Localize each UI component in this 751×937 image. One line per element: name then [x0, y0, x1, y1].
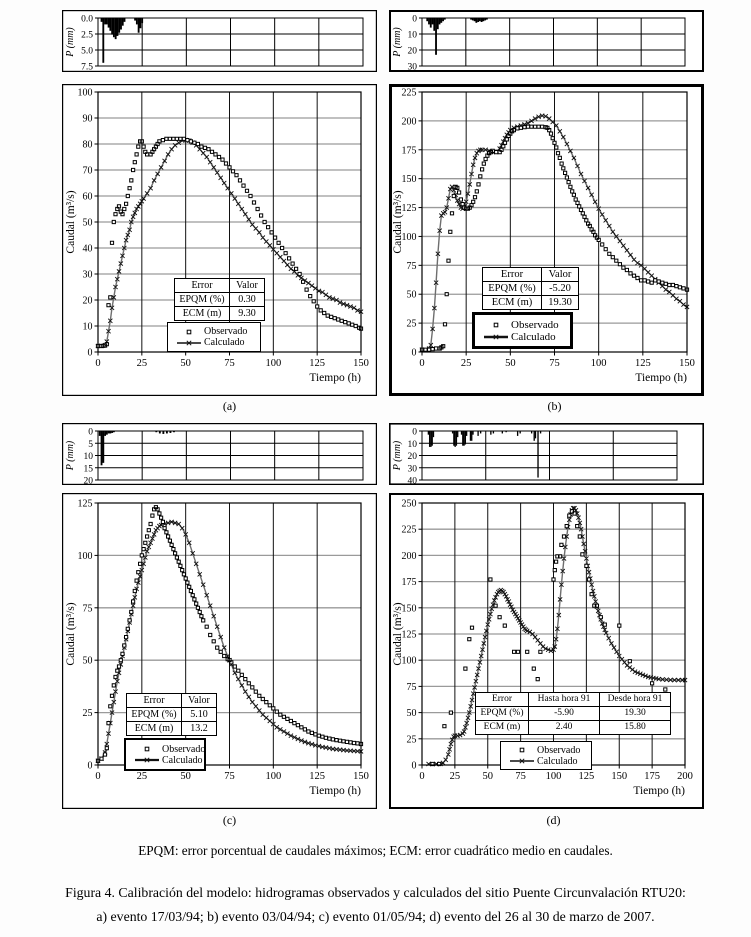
error-table-cell: 15.80	[600, 721, 671, 735]
svg-text:5: 5	[88, 439, 93, 450]
svg-text:0: 0	[419, 358, 425, 369]
legend-item-observado	[481, 319, 559, 331]
legend-label: Observado	[204, 326, 248, 337]
svg-text:25: 25	[82, 708, 93, 720]
svg-text:0: 0	[88, 427, 93, 438]
svg-text:150: 150	[401, 603, 417, 615]
svg-text:125: 125	[634, 358, 651, 369]
x-axis-title: Tiempo (h)	[309, 372, 361, 384]
square-marker-icon	[481, 320, 511, 330]
svg-text:175: 175	[401, 145, 417, 157]
svg-text:20: 20	[83, 476, 93, 485]
error-table-c	[126, 693, 217, 736]
error-table-header-cell: Error	[127, 694, 182, 708]
svg-text:75: 75	[224, 358, 235, 369]
svg-text:25: 25	[406, 318, 417, 330]
precip-y-axis-title: P (mm)	[392, 27, 403, 57]
legend-label: Observado	[511, 318, 559, 331]
error-table-header-cell: Valor	[230, 279, 265, 293]
error-table-cell: -5.20	[542, 282, 579, 296]
svg-text:75: 75	[549, 358, 560, 369]
x-axis-title: Tiempo (h)	[633, 785, 685, 797]
error-table-cell: 19.30	[600, 707, 671, 721]
svg-text:25: 25	[136, 358, 148, 369]
svg-text:100: 100	[590, 358, 607, 369]
svg-text:90: 90	[82, 113, 93, 125]
error-table-header-cell: Valor	[182, 694, 217, 708]
hydrograph-chart-c	[62, 493, 377, 809]
error-table-cell: EPQM (%)	[483, 282, 542, 296]
svg-text:10: 10	[407, 439, 417, 450]
svg-text:0.0: 0.0	[81, 14, 93, 25]
svg-text:20: 20	[407, 46, 417, 57]
precip-chart-c	[62, 423, 377, 485]
svg-text:100: 100	[401, 231, 417, 243]
svg-text:150: 150	[353, 771, 369, 782]
svg-text:150: 150	[353, 358, 369, 369]
legend-d	[500, 741, 592, 770]
svg-text:60: 60	[82, 191, 93, 203]
svg-text:100: 100	[545, 771, 562, 782]
error-table-cell: 9.30	[230, 307, 265, 321]
error-table-header-cell: Valor	[542, 268, 579, 282]
svg-text:10: 10	[82, 321, 93, 333]
svg-text:40: 40	[407, 476, 417, 485]
y-axis-title: Caudal (m³/s)	[65, 602, 77, 666]
square-marker-icon	[174, 327, 204, 337]
error-table-cell: ECM (m)	[476, 721, 529, 735]
footnote: EPQM: error porcentual de caudales máximos; ECM: error cuadrático medio en caudales.	[138, 843, 613, 858]
svg-text:100: 100	[77, 550, 93, 562]
x-line-marker-icon	[481, 332, 511, 342]
svg-text:225: 225	[401, 87, 417, 99]
svg-text:5.0: 5.0	[81, 46, 93, 57]
svg-text:100: 100	[77, 87, 93, 99]
precip-y-axis-title: P (mm)	[65, 440, 76, 471]
svg-text:200: 200	[677, 771, 693, 782]
error-table-cell: ECM (m)	[127, 722, 182, 736]
hydrograph-chart-b	[389, 84, 704, 396]
y-axis-title: Caudal (m³/s)	[392, 190, 404, 254]
svg-text:50: 50	[180, 771, 191, 782]
error-table-cell: ECM (m)	[483, 296, 542, 310]
svg-text:75: 75	[224, 771, 235, 782]
svg-text:50: 50	[406, 708, 417, 720]
svg-text:50: 50	[505, 358, 516, 369]
svg-text:30: 30	[407, 62, 417, 72]
figure-caption-line1: Figura 4. Calibración del modelo: hidrogramas observados y calculados del sitio Puente Circunvalación RTU20:	[65, 885, 686, 900]
square-marker-icon	[132, 744, 162, 754]
precip-y-axis-title: P (mm)	[65, 27, 76, 57]
svg-text:200: 200	[401, 550, 417, 562]
svg-text:0: 0	[95, 771, 101, 782]
error-table-header-cell: Desde hora 91	[600, 693, 671, 707]
svg-text:125: 125	[309, 771, 326, 782]
svg-text:200: 200	[401, 116, 417, 128]
error-table-cell: 13.2	[182, 722, 217, 736]
legend-item-calculado	[174, 337, 245, 348]
svg-text:25: 25	[460, 358, 472, 369]
svg-text:50: 50	[82, 217, 93, 229]
svg-text:0: 0	[87, 347, 93, 359]
legend-item-calculado	[132, 755, 203, 766]
error-table-header-cell: Error	[476, 693, 529, 707]
svg-text:0: 0	[87, 760, 93, 772]
svg-text:75: 75	[406, 260, 417, 272]
legend-label: Observado	[537, 744, 581, 756]
error-table-cell: 0.30	[230, 293, 265, 307]
svg-text:225: 225	[401, 524, 417, 536]
svg-text:75: 75	[82, 603, 93, 615]
legend-item-calculado	[507, 756, 578, 767]
svg-text:25: 25	[136, 771, 148, 782]
svg-text:175: 175	[644, 771, 660, 782]
svg-text:10: 10	[407, 30, 417, 41]
svg-text:20: 20	[82, 295, 93, 307]
x-line-marker-icon	[174, 338, 204, 348]
error-table-cell: 5.10	[182, 708, 217, 722]
precip-chart-b	[389, 10, 704, 72]
legend-item-observado	[507, 745, 580, 756]
error-table-header-cell: Hasta hora 91	[529, 693, 600, 707]
error-table-cell: 2.40	[529, 721, 600, 735]
error-table-header-cell: Error	[483, 268, 542, 282]
svg-text:10: 10	[83, 452, 93, 462]
svg-text:50: 50	[180, 358, 191, 369]
svg-text:0: 0	[419, 771, 425, 782]
svg-text:75: 75	[515, 771, 526, 782]
svg-text:50: 50	[406, 289, 417, 301]
precip-chart-a	[62, 10, 377, 72]
panel-label-a: (a)	[222, 399, 237, 413]
error-table-cell: EPQM (%)	[476, 707, 529, 721]
svg-text:100: 100	[265, 358, 282, 369]
svg-text:30: 30	[82, 269, 93, 281]
svg-text:70: 70	[82, 165, 93, 177]
y-axis-title: Caudal (m³/s)	[392, 602, 404, 666]
legend-label: Calculado	[204, 337, 245, 348]
precip-chart-d	[389, 423, 704, 485]
error-table-cell: EPQM (%)	[175, 293, 230, 307]
svg-text:100: 100	[265, 771, 282, 782]
svg-text:125: 125	[578, 771, 595, 782]
legend-label: Observado	[162, 743, 206, 755]
svg-text:125: 125	[309, 358, 326, 369]
svg-text:80: 80	[82, 139, 93, 151]
panel-label-c: (c)	[222, 813, 237, 827]
svg-text:30: 30	[407, 464, 417, 475]
x-line-marker-icon	[132, 755, 162, 765]
error-table-a	[174, 278, 265, 321]
svg-text:100: 100	[401, 655, 417, 667]
legend-item-calculado	[481, 331, 556, 343]
svg-text:125: 125	[77, 498, 93, 510]
svg-text:150: 150	[401, 174, 417, 186]
svg-text:250: 250	[401, 498, 417, 510]
svg-text:175: 175	[401, 577, 417, 589]
svg-text:0: 0	[411, 760, 417, 772]
svg-text:0: 0	[412, 14, 417, 25]
svg-text:7.5: 7.5	[81, 62, 93, 72]
legend-item-observado	[132, 744, 205, 755]
svg-text:125: 125	[401, 629, 417, 641]
svg-text:40: 40	[82, 243, 93, 255]
panel-label-b: (b)	[547, 399, 562, 413]
precip-y-axis-title: P (mm)	[392, 440, 403, 471]
svg-text:150: 150	[611, 771, 628, 782]
svg-text:150: 150	[679, 358, 695, 369]
svg-text:125: 125	[401, 203, 417, 215]
error-table-b	[482, 267, 579, 310]
figure-caption-line2: a) evento 17/03/94; b) evento 03/04/94; c) evento 01/05/94; d) evento del 26 al 30 de marzo de 2007.	[96, 909, 655, 924]
square-marker-icon	[507, 745, 537, 755]
svg-text:20: 20	[407, 452, 417, 462]
panel-label-d: (d)	[546, 813, 561, 827]
x-axis-title: Tiempo (h)	[309, 785, 361, 797]
svg-text:50: 50	[482, 771, 493, 782]
legend-item-observado	[174, 326, 247, 337]
svg-text:25: 25	[449, 771, 461, 782]
x-line-marker-icon	[507, 756, 537, 766]
error-table-d	[475, 692, 671, 735]
legend-label: Calculado	[162, 754, 203, 766]
error-table-cell: 19.30	[542, 296, 579, 310]
error-table-cell: -5.90	[529, 707, 600, 721]
svg-text:0: 0	[95, 358, 101, 369]
error-table-cell: EPQM (%)	[127, 708, 182, 722]
svg-text:0: 0	[411, 347, 417, 359]
svg-text:0: 0	[412, 427, 417, 438]
legend-b	[472, 312, 573, 349]
error-table-cell: ECM (m)	[175, 307, 230, 321]
y-axis-title: Caudal (m³/s)	[65, 190, 77, 254]
svg-text:15: 15	[83, 464, 93, 475]
legend-label: Calculado	[511, 330, 556, 343]
error-table-header-cell: Error	[175, 279, 230, 293]
x-axis-title: Tiempo (h)	[635, 372, 687, 384]
legend-c	[124, 738, 206, 771]
svg-text:25: 25	[406, 734, 417, 746]
legend-label: Calculado	[537, 755, 578, 767]
legend-a	[167, 322, 261, 352]
svg-text:75: 75	[406, 681, 417, 693]
svg-text:50: 50	[82, 655, 93, 667]
svg-text:2.5: 2.5	[81, 30, 93, 41]
